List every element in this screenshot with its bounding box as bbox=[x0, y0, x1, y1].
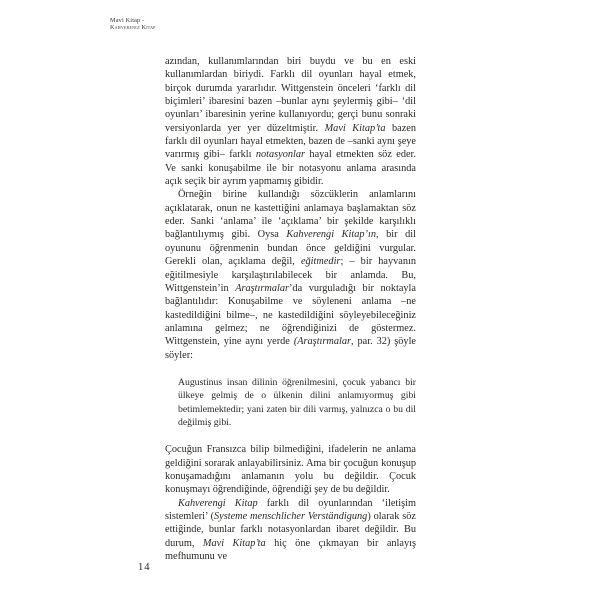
paragraph-2 bbox=[165, 188, 416, 361]
running-head-line2: Kahverengi Kitap bbox=[110, 24, 156, 31]
block-quote: Augustinus insan dilinin öğrenilmesini, çocuk yabancı bir ülkeye gelmiş de o ülkenin dilini anlamıyormuş gibi betimlemektedir; yani zaten bir dili varmış, yalnızca o bu dil değilmiş gibi. bbox=[178, 376, 416, 428]
p2-text-3: ; – bir hayvanın eğitilmesiyle karşılaştırılabilecek bir anlamda. Bu, Wittgenstein’in bbox=[165, 256, 416, 294]
running-head-line1: Mavi Kitap - bbox=[110, 17, 145, 24]
p1-italic-1: Mavi Kitap’ta bbox=[324, 122, 386, 134]
p1-text-1: azından, kullanımlarından biri buydu ve bu en eski kullanımlardan biriydi. Farklı dil oyunları hayal etmek, birçok durumda yararlıdır. Wittgenstein önceleri ‘farklı dil biçimleri’ ibaresini bazen –bunlar aynı şeylermiş gibi– ‘dil oyunları’ ibaresinin yerine kullanıyordu; gerçi bunu sonraki versiyonlarda yer yer düzeltmiştir. bbox=[165, 56, 416, 134]
p2-italic-2: eğitmedir bbox=[300, 256, 341, 268]
p2-italic-4: (Araştırmalar bbox=[293, 336, 352, 348]
p4-italic-2: Systeme menschlicher Verständigung bbox=[214, 511, 368, 522]
p4-text-1: farklı dil oyunlarından ‘iletişim sistemleri’ ( bbox=[165, 497, 416, 522]
paragraph-1 bbox=[165, 55, 416, 188]
p1-italic-2: notasyonlar bbox=[255, 149, 306, 161]
p2-text-5: , par. 32) şöyle söyler: bbox=[165, 336, 416, 361]
p2-italic-3: Araştırmalar bbox=[235, 282, 289, 294]
p1-text-3: hayal etmekten söz eder. Ve sanki konuşabilme ile bir notasyonu anlama arasında açık seçik bir ayrım yapmamış gibidir. bbox=[165, 149, 416, 188]
p4-italic-1: Kahverengi Kitap bbox=[178, 497, 258, 509]
p4-text-2: ) olarak söz ettiğinde, bunlar farklı notasyonlardan ibaret değildir. Bu durum, bbox=[165, 511, 416, 549]
p4-italic-3: Mavi Kitap’ta bbox=[202, 537, 266, 549]
p2-text-4: ’da vurguladığı bir noktayla bağlantılıdır: Konuşabilme ve söyleneni anlama –ne kastedildiğini bilme–, ne kastedildiğini söyleyebileceğiniz anlamına gelmez; ne öğrendiğinizi de göstermez. Wittgenstein, yine aynı yerde bbox=[165, 282, 416, 348]
p2-text-2: , bir dil oyununu öğrenmenin bundan önce geldiğini vurgular. Gerekli olan, açıklama değil, bbox=[165, 229, 416, 268]
body-text bbox=[165, 55, 416, 563]
p2-text-1: Örneğin birine kullandığı sözcüklerin anlamlarını açıklatarak, onun ne kastettiğini anlamaya başlamaktan söz eder. Sanki ‘anlama’ ile ‘açıklama’ bir şekilde karşılıklı bağlantılıymış gibi. Oysa bbox=[165, 189, 416, 241]
paragraph-3: Çocuğun Fransızca bilip bilmediğini, ifadelerin ne anlama geldiğini sorarak anlayabilirsiniz. Ama bir çocuğun konuşup konuşamadığını anlamanın yolu bu değildir. Çocuk konuşmayı öğrendiğinde, öğrendiği şey de bu değildir. bbox=[165, 444, 416, 496]
running-head bbox=[110, 17, 156, 31]
p1-text-2: bazen farklı dil oyunları hayal etmekten, bazen de –sanki aynı şeye varırmış gibi– farklı bbox=[165, 122, 416, 161]
page-number: 14 bbox=[138, 562, 151, 573]
p2-italic-1: Kahverengi Kitap’ın bbox=[286, 229, 376, 241]
p4-text-3: hiç öne çıkmayan bir anlayış mefhumunu ve bbox=[165, 537, 416, 563]
paragraph-4 bbox=[165, 497, 416, 564]
